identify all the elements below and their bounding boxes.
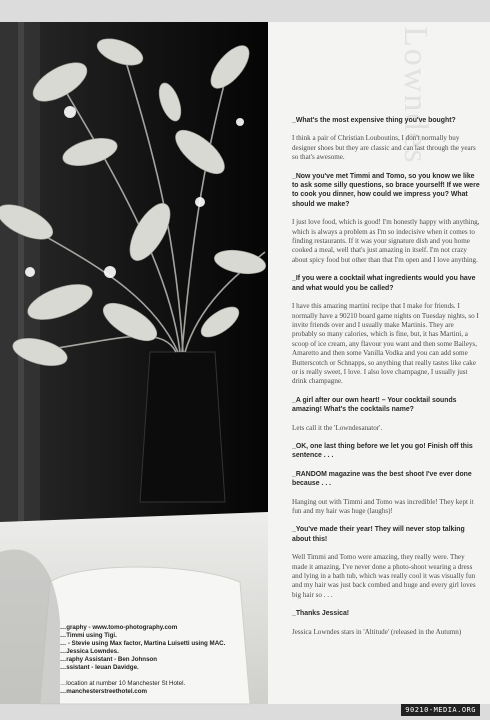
side-title-text: Lowndes [397,26,434,165]
interview-question: _If you were a cocktail what ingredients would you have and what would you be called? [292,275,476,292]
magazine-page [0,22,490,704]
interview-question: _Now you've met Timmi and Tomo, so you know we like to ask some silly questions, so brace yourself! If we were to cook you dinner, how could we impress you? What should we make? [292,172,480,208]
interview-question: _OK, one last thing before we let you go! Finish off this sentence . . . [292,442,473,460]
interview-question: _What's the most expensive thing you've bought? [292,117,456,124]
interview-answer: Lets call it the 'Lowndesanator'. [292,423,383,432]
credit-line: …graphy - www.tomo-photography.com [60,624,178,631]
lily-bouquet-photo [0,22,268,704]
photo-credits [60,624,265,696]
credit-line: …Jessica Lowndes. [60,648,119,655]
interview-answer: I think a pair of Christian Louboutins, I don't normally buy designer shoes but they are classic and can last through the years so that's awesome. [292,134,476,162]
interview-answer: I just love food, which is good! I'm honestly happy with anything, which is always a problem as I'm so indecisive when it comes to finding restaurants. If it was your signature dish and you home cooked a meal, well that's just amazing in itself. I'm not crazy about spicy food but other than that I'm open and I love anything. [292,218,480,264]
credit-line: …manchesterstreethotel.com [60,688,147,695]
photo-illustration [0,22,268,704]
interview-answer: Jessica Lowndes stars in 'Altitude' (released in the Autumn) [292,627,462,636]
credit-line [60,672,265,680]
credit-line: …ssistant - Ieuan Davidge. [60,664,139,671]
site-watermark: 90210-MEDIA.ORG [401,704,480,716]
credit-line: …raphy Assistant - Ben Johnson [60,656,158,663]
interview-answer: Hanging out with Timmi and Tomo was incredible! They kept it fun and my hair was huge (laughs)! [292,497,474,515]
credit-line: …Timmi using Tigi. [60,632,117,639]
interview-article [292,116,480,646]
credit-line: …location at number 10 Manchester St Hotel. [60,680,186,687]
interview-answer: I have this amazing martini recipe that I make for friends. I normally have a 90210 board game nights on Tuesday nights, so I invite friends over and I usually make Martinis. They are probably so many calories, which is fine, but, it has Martini, a scoop of ice cream, any flavour you want and then some Baileys, Amaretto and then some Vanilla Vodka and you can add some Butterscotch or Schnapps, so anything that really tastes like cake or is really sweet, I love. I also love champagne, I usually just drink champagne. [292,302,479,386]
interview-question: _RANDOM magazine was the best shoot I've ever done because . . . [292,470,472,488]
interview-question: _Thanks Jessica! [292,610,350,618]
interview-question: _You've made their year! They will never stop talking about this! [292,526,465,543]
credit-line: … - Stevie using Max factor, Martina Luisetti using MAC. [60,640,226,647]
interview-answer: Well Timmi and Tomo were amazing, they really were. They made it amazing, I've never done a photo-shoot wearing a dress and lying in a bath tub, which was really cool it was visually fun and my hair was just back combed and huge and every girl loves big hair so . . . [292,553,476,599]
interview-question: _A girl after our own heart! – Your cocktail sounds amazing! What's the cocktails name? [292,396,457,414]
